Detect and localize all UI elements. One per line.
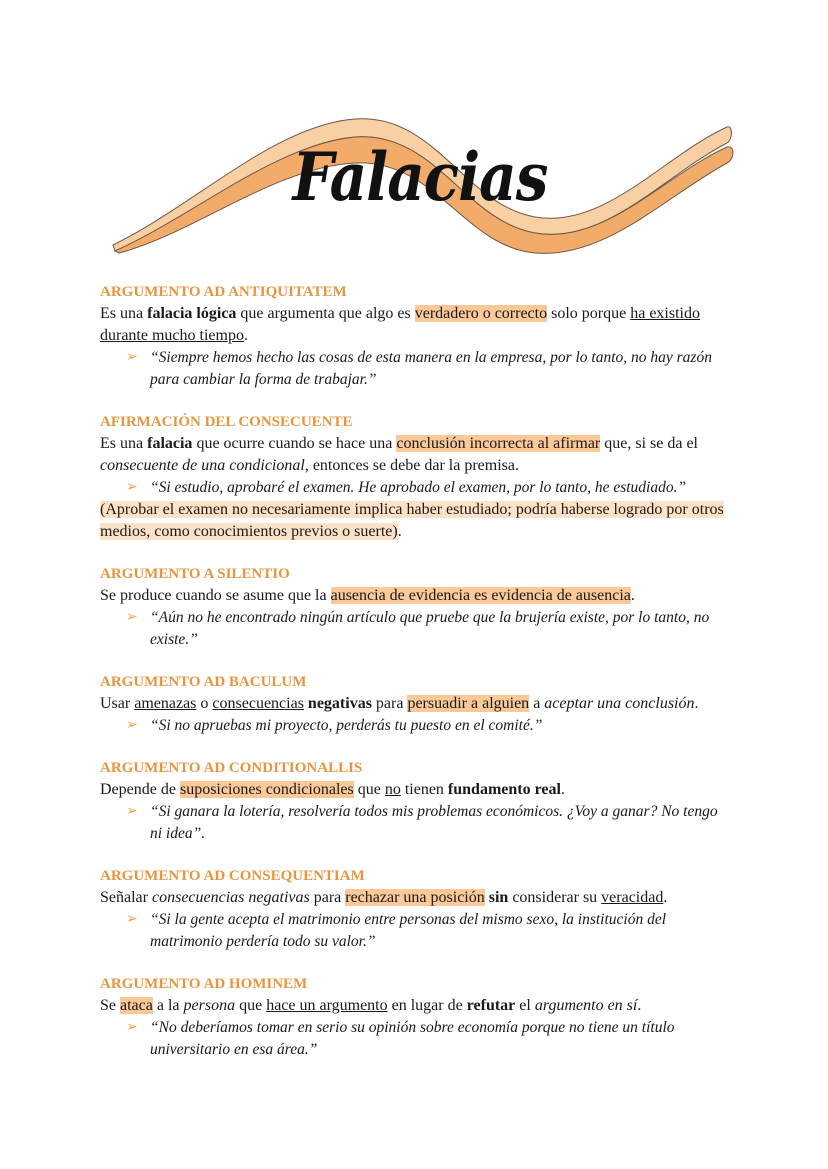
arrow-bullet-icon: ➢ (126, 912, 138, 927)
underlined-text: consecuencias (212, 695, 304, 712)
highlighted-text: suposiciones condicionales (179, 781, 354, 798)
highlighted-text: conclusión incorrecta al afirmar (396, 435, 601, 452)
example-quote (100, 347, 732, 391)
text-run: “Siempre hemos hecho las cosas de esta manera en la empresa, por lo tanto, no hay razón para cambiar la forma de trabajar.” (150, 349, 712, 388)
section-heading: ARGUMENTO A SILENTIO (100, 566, 290, 582)
text-run: tienen (400, 781, 448, 798)
section-heading: ARGUMENTO AD CONSEQUENTIAM (100, 868, 365, 884)
fallacy-section (100, 411, 732, 543)
fallacy-section (100, 671, 732, 737)
definition (100, 433, 732, 477)
text-run: . (560, 781, 565, 798)
text-run: “Si estudio, aprobaré el examen. He aprobado el examen, por lo tanto, he estudiado.” (150, 479, 687, 496)
text-run: a la (152, 997, 184, 1014)
section-heading: ARGUMENTO AD HOMINEM (100, 976, 308, 992)
example-quote (100, 715, 732, 737)
text-run: a (529, 695, 545, 712)
bold-text: refutar (466, 997, 516, 1014)
example-quote (100, 909, 732, 953)
arrow-bullet-icon: ➢ (126, 350, 138, 365)
text-run: Se (100, 997, 120, 1014)
fallacy-section (100, 757, 732, 845)
bold-text: fundamento real (447, 781, 561, 798)
fallacy-section (100, 865, 732, 953)
example-quote (100, 477, 732, 499)
arrow-bullet-icon: ➢ (126, 718, 138, 733)
definition (100, 779, 732, 801)
text-run: “Si no apruebas mi proyecto, perderás tu puesto en el comité.” (150, 717, 543, 734)
highlighted-text: ataca (120, 997, 153, 1014)
text-run: el (515, 997, 535, 1014)
fallacy-section (100, 281, 732, 391)
example-quote (100, 607, 732, 651)
text-run: “No deberíamos tomar en serio su opinión sobre economía porque no tiene un título universitario en esa área.” (150, 1019, 675, 1058)
arrow-bullet-icon: ➢ (126, 480, 138, 495)
bold-text: sin (488, 889, 509, 906)
example-quote (100, 1017, 732, 1061)
text-run: Señalar (100, 889, 152, 906)
text-run: Usar (100, 695, 135, 712)
underlined-text: amenazas (134, 695, 197, 712)
text-run: . (243, 327, 248, 344)
example-quote (100, 801, 732, 845)
arrow-bullet-icon: ➢ (126, 1020, 138, 1035)
bold-text: falacia lógica (147, 305, 237, 322)
text-run: , entonces se debe dar la premisa. (304, 457, 519, 474)
section-heading: ARGUMENTO AD BACULUM (100, 674, 307, 690)
text-run: solo porque (547, 305, 631, 322)
title-banner (105, 105, 735, 265)
definition (100, 303, 732, 347)
definition (100, 693, 732, 715)
text-run: Es una (100, 305, 148, 322)
text-run: que (235, 997, 267, 1014)
text-run: . (694, 695, 699, 712)
underlined-text: ha existido durante mucho tiempo (100, 305, 700, 344)
definition (100, 585, 732, 607)
highlighted-text: ausencia de evidencia es evidencia de ausencia (330, 587, 631, 604)
bold-text: falacia (147, 435, 193, 452)
text-run: Se produce cuando se asume que la (100, 587, 331, 604)
text-run: que, si se da el (600, 435, 698, 452)
section-heading: ARGUMENTO AD CONDITIONALLIS (100, 760, 363, 776)
text-run: “Si la gente acepta el matrimonio entre personas del mismo sexo, la institución del matrimonio perdería todo su valor.” (150, 911, 667, 950)
text-run: que ocurre cuando se hace una (192, 435, 397, 452)
fallacies-list (100, 281, 732, 1081)
highlighted-text: rechazar una posición (345, 889, 485, 906)
text-run: considerar su (508, 889, 602, 906)
arrow-bullet-icon: ➢ (126, 610, 138, 625)
text-run: . (637, 997, 642, 1014)
italic-text: persona (183, 997, 236, 1014)
italic-text: argumento en sí (534, 997, 638, 1014)
text-run: “Aún no he encontrado ningún artículo que pruebe que la brujería existe, por lo tanto, no existe.” (150, 609, 710, 648)
definition (100, 995, 732, 1017)
underlined-text: hace un argumento (266, 997, 388, 1014)
text-run: Depende de (100, 781, 180, 798)
arrow-bullet-icon: ➢ (126, 804, 138, 819)
text-run: Es una (100, 435, 148, 452)
text-run: que (353, 781, 385, 798)
explanation-note (100, 499, 732, 543)
section-heading: AFIRMACIÓN DEL CONSECUENTE (100, 414, 353, 430)
text-run: que argumenta que algo es (236, 305, 415, 322)
section-heading: ARGUMENTO AD ANTIQUITATEM (100, 284, 347, 300)
text-run: para (309, 889, 346, 906)
text-run: para (371, 695, 408, 712)
fallacy-section (100, 563, 732, 651)
text-run: . (397, 523, 402, 540)
text-run: en lugar de (387, 997, 467, 1014)
page-title: Falacias (292, 137, 548, 217)
text-run: . (630, 587, 635, 604)
fallacy-section (100, 973, 732, 1061)
text-run: “Si ganara la lotería, resolvería todos mis problemas económicos. ¿Voy a ganar? No tengo ni idea”. (150, 803, 718, 842)
highlighted-note: (Aprobar el examen no necesariamente implica haber estudiado; podría haberse logrado por otros medios, como conocimientos previos o suerte) (100, 501, 724, 540)
italic-text: consecuencias negativas (151, 889, 310, 906)
text-run: o (196, 695, 213, 712)
highlighted-text: persuadir a alguien (407, 695, 530, 712)
underlined-text: no (384, 781, 401, 798)
underlined-text: veracidad (601, 889, 664, 906)
bold-text: negativas (307, 695, 372, 712)
definition (100, 887, 732, 909)
text-run: . (663, 889, 668, 906)
highlighted-text: verdadero o correcto (414, 305, 548, 322)
italic-text: aceptar una conclusión (544, 695, 695, 712)
italic-text: consecuente de una condicional (100, 457, 305, 474)
